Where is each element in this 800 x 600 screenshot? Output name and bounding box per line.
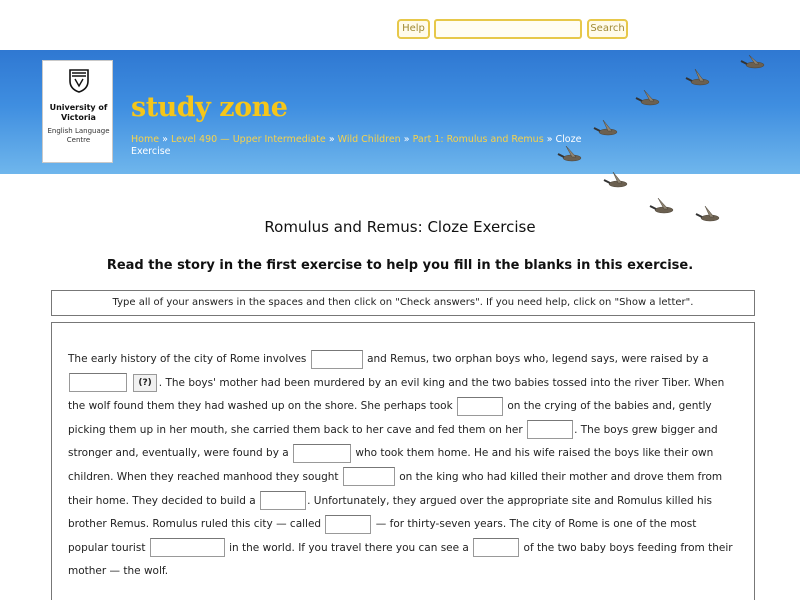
goose-icon	[686, 69, 709, 85]
goose-icon	[594, 120, 617, 135]
breadcrumb-link-home[interactable]: Home	[131, 134, 160, 145]
breadcrumb-link-unit[interactable]: Wild Children	[337, 134, 401, 145]
breadcrumb-current: Cloze Exercise	[131, 134, 582, 157]
goose-icon	[741, 55, 764, 68]
answer-input-6[interactable]	[343, 467, 395, 486]
exercise-instruction: Read the story in the first exercise to help you fill in the blanks in this exercise.	[106, 258, 694, 273]
answer-input-9[interactable]	[150, 538, 225, 557]
breadcrumb-link-level[interactable]: Level 490 — Upper Intermediate	[170, 134, 326, 145]
answer-input-2[interactable]	[69, 373, 127, 392]
breadcrumb-separator: »	[328, 134, 335, 145]
hint-box	[51, 290, 755, 316]
page-title: Romulus and Remus: Cloze Exercise	[264, 218, 536, 236]
goose-icon	[636, 90, 659, 105]
site-banner	[0, 50, 800, 174]
answer-input-10[interactable]	[473, 538, 519, 557]
story-panel	[51, 322, 755, 600]
answer-input-3[interactable]	[457, 397, 503, 416]
help-button[interactable]: Help	[397, 19, 430, 39]
cloze-story	[68, 348, 738, 584]
story-text: . The boys' mother had been murdered by an evil king and the two babies tossed into the river Tiber. When the wolf found them they had washed up on the shore. She perhaps took	[68, 376, 725, 413]
breadcrumb-separator: »	[546, 134, 553, 145]
logo-centre-text: English Language Centre	[47, 127, 110, 144]
show-letter-button[interactable]: (?)	[133, 374, 156, 392]
story-text: in the world. If you travel there you can see a	[229, 541, 469, 554]
breadcrumb	[131, 134, 601, 158]
breadcrumb-link-part[interactable]: Part 1: Romulus and Remus	[412, 134, 544, 145]
breadcrumb-separator: »	[162, 134, 168, 145]
goose-icon	[604, 172, 627, 187]
top-search-bar	[0, 0, 800, 50]
goose-icon	[558, 146, 581, 161]
site-title: study zone	[131, 92, 288, 123]
story-text: on the king who had killed their mother and drove them from their home. They decided to build a	[68, 470, 723, 507]
hint-text: Type all of your answers in the spaces and then click on "Check answers". If you need help, click on "Show a letter".	[112, 297, 694, 308]
story-text: — for thirty-seven years. The city of Rome is one of the most popular tourist	[68, 518, 697, 554]
answer-input-7[interactable]	[260, 491, 306, 510]
search-button[interactable]: Search	[587, 19, 628, 39]
goose-icon	[650, 198, 673, 213]
answer-input-1[interactable]	[311, 350, 363, 369]
crest-icon	[69, 69, 89, 93]
story-text: who took them home. He and his wife raised the boys like their own children. When they reached manhood they sought	[68, 447, 714, 483]
flying-geese-decoration	[550, 50, 800, 224]
story-text: on the crying of the babies and, gently picking them up in her mouth, she carried them back to her cave and fed them on her	[68, 400, 712, 436]
story-text: . Unfortunately, they argued over the appropriate site and Romulus killed his brother Remus. Romulus ruled this city — called	[68, 494, 713, 531]
story-text: and Remus, two orphan boys who, legend says, were raised by a	[367, 353, 709, 365]
logo-university-text: University of Victoria	[49, 103, 108, 122]
answer-input-4[interactable]	[527, 420, 573, 439]
story-text: of the two baby boys feeding from their mother — the wolf.	[68, 541, 733, 578]
search-input[interactable]	[434, 19, 582, 39]
answer-input-8[interactable]	[325, 515, 371, 534]
breadcrumb-separator: »	[403, 134, 410, 145]
story-text: . The boys grew bigger and stronger and, eventually, were found by a	[68, 423, 718, 460]
answer-input-5[interactable]	[293, 444, 351, 463]
uvic-logo[interactable]	[42, 60, 113, 163]
story-text: The early history of the city of Rome involves	[68, 353, 307, 365]
